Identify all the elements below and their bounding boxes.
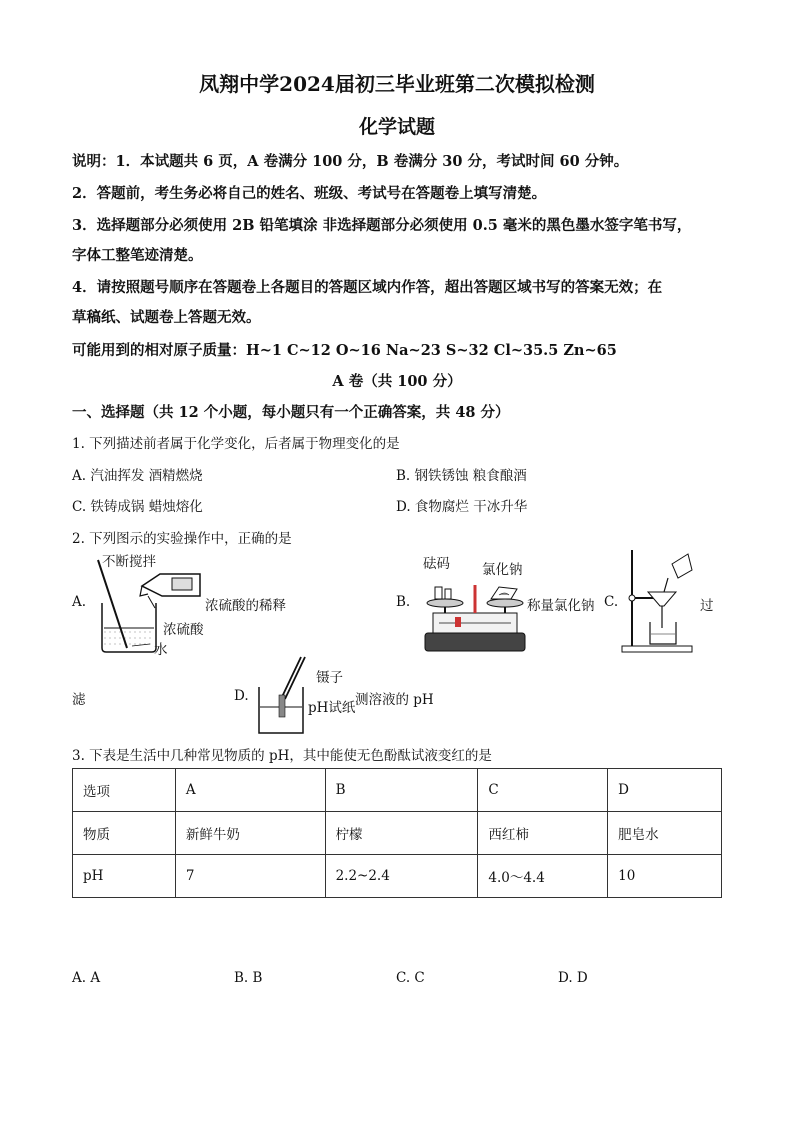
instruction-line-3a: 3．选择题部分必须使用 2B 铅笔填涂 非选择题部分必须使用 0.5 毫米的黑色墨水签字笔书写，	[72, 217, 692, 234]
q1-option-b: B. 钢铁锈蚀 粮食酿酒	[396, 468, 527, 484]
q1-option-d: D. 食物腐烂 干冰升华	[396, 499, 528, 515]
q2-c-caption-2: 滤	[72, 692, 86, 708]
q2-option-c-letter: C.	[604, 594, 619, 610]
q3-option-a: A. A	[72, 970, 101, 986]
q2-option-b-letter: B.	[396, 594, 411, 610]
q2-c-caption-1: 过	[700, 598, 714, 614]
instruction-line-1: 说明：1．本试题共 6 页，A 卷满分 100 分，B 卷满分 30 分，考试时间 60 分钟。	[72, 153, 629, 170]
q2-a-acid-label: 浓硫酸	[163, 622, 204, 638]
table-cell: 新鲜牛奶	[175, 812, 325, 855]
ph-test-illustration	[255, 655, 315, 740]
atomic-masses: 可能用到的相对原子质量：H~1 C~12 O~16 Na~23 S~32 Cl~35.5 Zn~65	[72, 342, 617, 359]
q3-stem: 3. 下表是生活中几种常见物质的 pH，其中能使无色酚酞试液变红的是	[72, 748, 492, 764]
q2-d-paper-label: pH试纸	[308, 700, 356, 716]
q3-option-b: B. B	[234, 970, 263, 986]
instruction-line-4b: 草稿纸、试题卷上答题无效。	[72, 309, 261, 326]
table-row	[73, 769, 722, 812]
instruction-line-2: 2．答题前，考生务必将自己的姓名、班级、考试号在答题卷上填写清楚。	[72, 185, 547, 202]
q2-a-water-label: 水	[154, 642, 168, 658]
ph-table	[72, 768, 722, 898]
exam-title: 凤翔中学2024届初三毕业班第二次模拟检测	[199, 72, 595, 96]
table-cell: D	[608, 769, 722, 812]
instruction-line-3b: 字体工整笔迹清楚。	[72, 247, 203, 264]
q2-a-stir-label: 不断搅拌	[102, 554, 156, 570]
table-cell: 柠檬	[325, 812, 478, 855]
q1-option-c: C. 铁铸成锅 蜡烛熔化	[72, 499, 203, 515]
table-cell: A	[175, 769, 325, 812]
q2-d-caption: 测溶液的 pH	[355, 692, 434, 708]
section-a-title: A 卷（共 100 分）	[332, 373, 462, 390]
table-row	[73, 812, 722, 855]
q2-b-caption: 称量氯化钠	[527, 598, 595, 614]
q3-option-c: C. C	[396, 970, 425, 986]
q3-option-d: D. D	[558, 970, 588, 986]
table-cell: pH	[73, 855, 176, 898]
table-cell: 选项	[73, 769, 176, 812]
table-cell: 肥皂水	[608, 812, 722, 855]
q2-d-tweezers-label: 镊子	[316, 670, 343, 686]
q2-option-a-letter: A.	[72, 594, 87, 610]
table-cell: 10	[608, 855, 722, 898]
exam-subject: 化学试题	[358, 116, 435, 138]
q2-b-weights-label: 砝码	[423, 556, 450, 572]
table-cell: 2.2~2.4	[325, 855, 478, 898]
table-row	[73, 855, 722, 898]
table-cell: 物质	[73, 812, 176, 855]
table-cell: 7	[175, 855, 325, 898]
part1-heading: 一、选择题（共 12 个小题，每小题只有一个正确答案，共 48 分）	[72, 404, 510, 421]
q2-stem: 2. 下列图示的实验操作中，正确的是	[72, 531, 292, 547]
q2-option-d-letter: D.	[234, 688, 249, 704]
q1-stem: 1. 下列描述前者属于化学变化，后者属于物理变化的是	[72, 436, 400, 452]
instruction-line-4a: 4．请按照题号顺序在答题卷上各题目的答题区域内作答，超出答题区域书写的答案无效；在	[72, 279, 663, 296]
table-cell: 西红柿	[478, 812, 608, 855]
q2-b-salt-label: 氯化钠	[482, 562, 523, 578]
q2-a-caption: 浓硫酸的稀释	[205, 598, 286, 614]
table-cell: C	[478, 769, 608, 812]
filtration-illustration	[620, 548, 700, 658]
table-cell: B	[325, 769, 478, 812]
q1-option-a: A. 汽油挥发 酒精燃烧	[72, 468, 203, 484]
table-cell: 4.0～4.4	[478, 855, 608, 898]
